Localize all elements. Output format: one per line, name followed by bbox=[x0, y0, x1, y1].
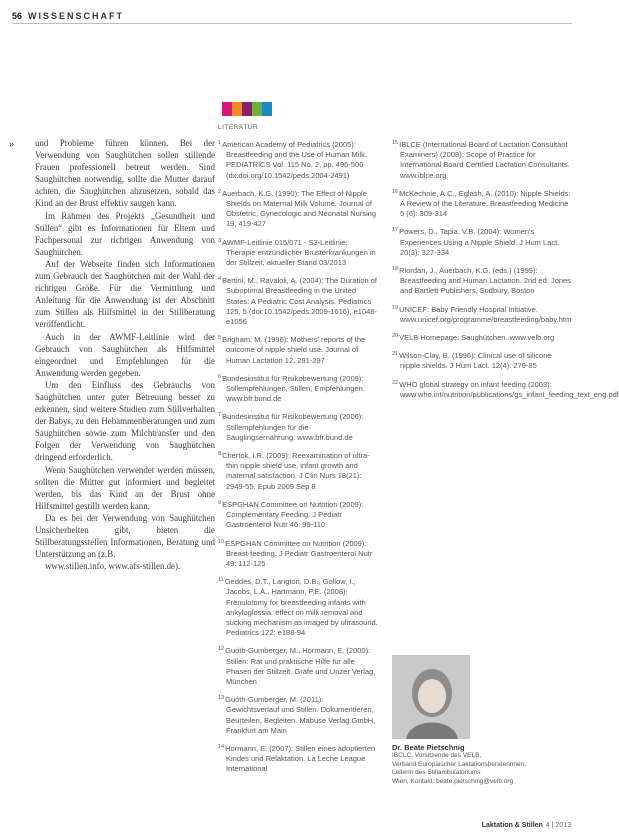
reference-number: 14 bbox=[218, 743, 225, 750]
reference-entry bbox=[218, 575, 378, 638]
issue-label: 4 | 2013 bbox=[545, 822, 571, 829]
reference-entry bbox=[218, 498, 378, 531]
reference-text: Hormann, E. (2007): Stillen eines adoptierten Kindes und Relaktation. La Leche League International bbox=[225, 743, 376, 774]
author-details bbox=[392, 752, 572, 786]
reference-text: UNICEF: Baby Friendly Hospital Initiative. www.unicef.org/programme/breastfeeding/baby.htm bbox=[399, 304, 572, 324]
reference-entry bbox=[218, 537, 378, 570]
author-photo bbox=[392, 655, 470, 739]
body-paragraph: www.stillen.info, www.afs-stillen.de). bbox=[45, 561, 181, 572]
reference-entry bbox=[392, 264, 572, 297]
reference-entry bbox=[218, 644, 378, 687]
author-box bbox=[392, 655, 572, 786]
literature-label: LITERATUR bbox=[218, 124, 259, 131]
page-header bbox=[12, 9, 124, 23]
author-detail-line: Leiterin des Stillambulatoriums bbox=[392, 769, 481, 777]
magazine-name: Laktation & Stillen bbox=[481, 822, 543, 829]
reference-text: AWMF-Leitlinie 015/071 - S3-Leitlinie: Therapie entzündlicher Brusterkrankungen in der Stillzeit, aktueller Stand 03/2013 bbox=[222, 237, 376, 268]
reference-number: 21 bbox=[392, 351, 399, 358]
reference-text: ESPGHAN Committee on Nutrition (2009): Complementary Feeding. J Pediatr Gastroenterol Nutr 46: 99-110 bbox=[222, 499, 364, 530]
reference-entry bbox=[218, 693, 378, 736]
reference-column-1 bbox=[218, 138, 378, 781]
reference-text: Guóth-Gumberger, M., Hormann, E. (2000): Stillen: Rat und praktische Hilfe für alle Phasen der Stillzeit. Gräfe und Unzer Verlag, München bbox=[225, 646, 376, 686]
reference-text: IBLCE (International Board of Lactation Consultant Examiners) (2008): Scope of Practice for International Board Certified Lactation Consultants. www.iblce.org bbox=[399, 140, 570, 180]
reference-number: 11 bbox=[218, 577, 224, 584]
reference-number: 16 bbox=[392, 188, 399, 195]
reference-entry bbox=[392, 303, 572, 325]
reference-text: ESPGHAN Committee on Nutrition (2009): Breast-feeding. J Pediatr Gastroenterol Nutr 49: 112-125 bbox=[225, 538, 373, 568]
header-rule bbox=[12, 23, 572, 24]
author-name: Dr. Beate Pietschnig bbox=[392, 743, 465, 752]
reference-text: Bundesinstitut für Risikobewertung (2006): Stillempfehlungen für die Säuglingsernährung. www.bfr.bund.de bbox=[222, 412, 364, 442]
reference-text: Brigham, M. (1996): Mothers' reports of the outcome of nipple shield use. Journal of Human Lactation 12, 291-297 bbox=[222, 335, 366, 365]
reference-text: McKechnie, A.C., Eglash, A. (2010): Nipple Shields: A Review of the Literature. Breastfeeding Medicine 5 (6): 309-314 bbox=[399, 188, 571, 219]
reference-text: American Academy of Pediatrics (2005): Breastfeeding and the Use of Human Milk. PEDIATRICS Vol. 115 No. 2, pp. 496-506 (dx.doi.org/10.1542/peds.2004-2491) bbox=[222, 140, 367, 180]
reference-entry bbox=[218, 236, 378, 269]
section-title: WISSENSCHAFT bbox=[28, 11, 125, 21]
reference-text: Auerbach, K.G. (1990): The Effect of Nipple Shields on Maternal Milk Volume. Journal of Obstetric, Gynecologic and Neonatal Nursing 19, 419-427 bbox=[222, 188, 377, 229]
reference-number: 12 bbox=[218, 646, 225, 653]
color-strip-block bbox=[252, 102, 262, 116]
reference-number: 1 bbox=[218, 140, 222, 146]
reference-number: 17 bbox=[392, 227, 399, 234]
reference-text: WHO global strategy on infant feeding (2003): www.who.int/nutrition/publications/gs_infant_feeding_text_eng.pdf bbox=[399, 379, 619, 399]
author-detail-line: Wien, Kontakt: beate.pietschnig@velb.org bbox=[392, 777, 514, 785]
color-strip-block bbox=[232, 102, 242, 116]
color-strip bbox=[222, 102, 272, 116]
color-strip-block bbox=[262, 102, 272, 116]
reference-entry bbox=[392, 225, 572, 258]
page-footer bbox=[482, 822, 571, 829]
reference-entry bbox=[392, 378, 619, 400]
body-paragraph: und Probleme führen können. Bei der Verwendung von Saughütchen sollen stillende Frauen professionell betreut werden. Sind Saughütchen notwendig, sollte die Mutter darauf achten, die Saughütchen abzusetzen, sobald das Kind an der Brust effektiv saugen kann. bbox=[35, 138, 215, 209]
reference-entry bbox=[392, 187, 572, 220]
reference-entry bbox=[218, 410, 378, 443]
reference-number: 9 bbox=[218, 499, 222, 506]
color-strip-block bbox=[222, 102, 232, 116]
reference-number: 7 bbox=[218, 412, 222, 419]
reference-text: Powers, D., Tapia, V.B. (2004): Women's Experiences Using a Nipple Shield. J Hum Lact. 20(3): 327-334 bbox=[399, 227, 560, 257]
reference-entry bbox=[218, 742, 378, 775]
reference-number: 6 bbox=[218, 373, 222, 380]
reference-entry bbox=[218, 449, 378, 492]
reference-number: 4 bbox=[218, 276, 222, 283]
reference-text: Bundesinstitut für Risikobewertung (2009): Stillempfehlungen, Stillen, Empfehlungen. www.bfr.bund.de bbox=[222, 373, 365, 404]
reference-entry bbox=[392, 138, 572, 181]
reference-text: Wilson-Clay, B. (1996): Clinical use of silicone nipple shields. J Hum Lact. 12(4): 279-85 bbox=[399, 351, 552, 371]
reference-text: Geddes, D.T., Langton, D.B., Gollow, I., Jacobs, L.A., Hartmann, P.E. (2008): Frenulotomy for breastfeeding infants with ankyloglossia: effect on milk removal and sucking mechanism as imaged by ultrasound. Pediatrics 122: e188-94 bbox=[224, 577, 378, 638]
body-paragraph: Im Rahmen des Projekts „Gesundheit und Stillen“ gibt es Informationen für Eltern und Fachpersonal zur richtigen Anwendung von Saughütchen. bbox=[35, 210, 215, 257]
reference-number: 19 bbox=[392, 304, 399, 311]
reference-number: 18 bbox=[392, 266, 399, 273]
reference-number: 5 bbox=[218, 335, 222, 342]
reference-number: 13 bbox=[218, 695, 225, 702]
reference-number: 15 bbox=[392, 140, 399, 146]
reference-entry bbox=[218, 333, 378, 366]
reference-entry bbox=[218, 372, 378, 405]
reference-number: 22 bbox=[392, 379, 399, 386]
reference-text: Riordan, J., Auerbach, K.G. (eds.) (1999): Breastfeeding and Human Lactation. 2nd ed. Jones and Bartlett Publishers, Sudbury, Boston bbox=[399, 266, 571, 296]
main-text-column bbox=[35, 137, 215, 572]
reference-entry bbox=[392, 349, 572, 371]
reference-number: 8 bbox=[218, 451, 222, 458]
reference-number: 20 bbox=[392, 333, 399, 340]
author-detail-line: Verband Europäischer Laktationsberaterinnen, bbox=[392, 760, 527, 768]
reference-number: 10 bbox=[218, 538, 225, 545]
body-paragraph: Auf der Webseite finden sich Informationen zum Gebrauch der Saughütchen mit der Wahl der richtigen Größe. Für die Vermittlung und Anleitung für die Anwendung ist der Abschnitt zum Stillen als Hilfsmittel in der Stillberatung veröffentlicht. bbox=[35, 258, 215, 330]
author-detail-line: IBCLC, Vorsitzende des VELB, bbox=[392, 752, 482, 759]
reference-entry bbox=[218, 187, 378, 230]
page-number: 56 bbox=[12, 11, 23, 21]
body-paragraph: Um den Einfluss des Gebrauchs von Saughütchen unter guter Betreuung besser zu erkennen, sind weitere Studien zum Stillverhalten der Babys, zu den Hebammenberatungen und zum Saughütchen sowie zum Milchtransfer und den Folgen der Verwendung von Saughütchen dringend erforderlich. bbox=[35, 379, 215, 463]
reference-entry bbox=[218, 274, 378, 327]
reference-text: Chertok, I.R. (2009): Reexamination of ultra-thin nipple shield use, infant growth and maternal satisfaction. J Clin Nurs 18(21): 2949-55. Epub 2009 Sep 8 bbox=[222, 451, 370, 491]
reference-entry bbox=[218, 138, 378, 181]
body-paragraph: Wenn Saughütchen verwendet werden müssen, sollten die Mütter gut informiert und begleitet werden, bis das Kind an der Brust ohne Hilfsmittel gestillt werden kann. bbox=[35, 464, 215, 511]
reference-entry bbox=[392, 331, 572, 343]
reference-number: 2 bbox=[218, 188, 222, 195]
reference-text: Guóth-Gumberger, M. (2011): Gewichtsverlauf und Stillen. Dokumentieren, Beurteilen, Begleiten. Mabuse Verlag GmbH, Frankfurt am Main bbox=[225, 695, 376, 735]
body-paragraph: Auch in der AWMF-Leitlinie wird der Gebrauch von Saughütchen als Hilfsmittel eingeordnet und Empfehlungen für die Anwendung werden gegeben. bbox=[35, 331, 215, 378]
reference-text: Bertini, M., Ravaioli, A. (2004): The Duration of Suboptimal Breastfeeding in the United States: A Pediatric Cost Analysis. Pediatrics 125, 5 (doi:10.1542/peds.2009-1616), e1048-e1056 bbox=[222, 276, 377, 327]
reference-column-2 bbox=[392, 138, 619, 406]
color-strip-block bbox=[242, 102, 252, 116]
body-paragraph: Da es bei der Verwendung von Saughütchen Unsicherheiten gibt, bieten die Stillberatungsstellen Informationen, Beratung und Unterstützung an (z.B. bbox=[35, 512, 215, 560]
reference-text: VELB Homepage: Saughütchen. www.velb.org bbox=[399, 333, 555, 343]
continuation-mark: » bbox=[9, 139, 15, 149]
reference-number: 3 bbox=[218, 237, 222, 244]
